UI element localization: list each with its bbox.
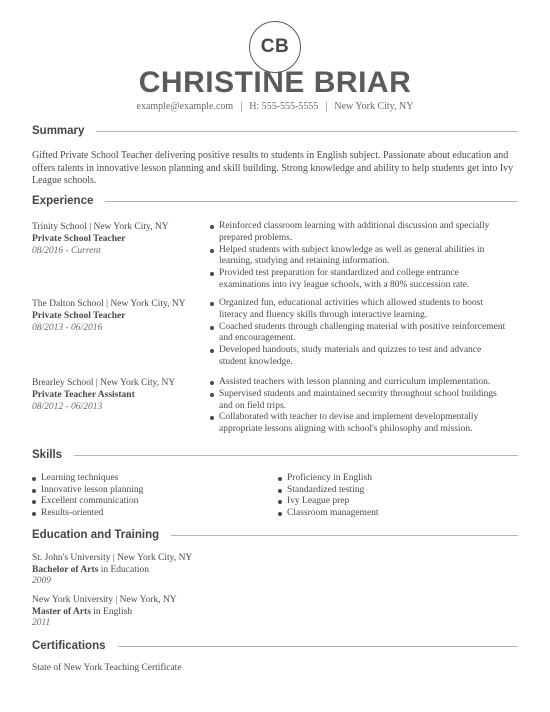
job-employer: Trinity School | New York City, NY xyxy=(32,222,169,232)
section-divider xyxy=(118,646,519,647)
contact-location: New York City, NY xyxy=(334,101,414,112)
contact-separator: | xyxy=(240,101,243,112)
list-item: Proficiency in English xyxy=(278,473,508,485)
contact-email: example@example.com xyxy=(136,101,234,112)
job-entry xyxy=(32,377,202,413)
degree-name: Master of Arts xyxy=(32,606,91,617)
list-item: Coached students through challenging material with positive reinforcement and encouragement. xyxy=(210,322,510,346)
degree-line xyxy=(32,565,332,577)
job-dates: 08/2016 - Current xyxy=(32,246,101,256)
certification-item: State of New York Teaching Certificate xyxy=(32,663,182,673)
job-employer: Brearley School | New York City, NY xyxy=(32,378,176,388)
degree-field: in English xyxy=(90,606,133,617)
monogram-badge: CB xyxy=(249,21,301,73)
list-item: Classroom management xyxy=(278,508,508,520)
section-title: Certifications xyxy=(32,640,106,652)
contact-line xyxy=(0,101,550,112)
experience-section-header xyxy=(32,195,518,207)
education-section-header xyxy=(32,529,518,541)
list-item: Ivy League prep xyxy=(278,496,508,508)
degree-line xyxy=(32,607,332,619)
job-title: Private School Teacher xyxy=(32,311,126,321)
skills-list-right xyxy=(278,473,508,519)
list-item: Supervised students and maintained security throughout school buildings and on field trips. xyxy=(210,389,510,413)
summary-section-header xyxy=(32,125,518,137)
job-entry xyxy=(32,221,202,257)
list-item: Collaborated with teacher to devise and implement developmentally appropriate lessons aligning with school's philosophy and mission. xyxy=(210,412,510,436)
job-bullets xyxy=(210,377,510,436)
skills-section-header xyxy=(32,449,518,461)
section-title: Experience xyxy=(32,195,94,207)
list-item: Standardized testing xyxy=(278,485,508,497)
job-title: Private Teacher Assistant xyxy=(32,390,135,400)
certifications-section-header xyxy=(32,640,518,652)
skills-list-left xyxy=(32,473,262,519)
section-title: Summary xyxy=(32,125,85,137)
education-entry xyxy=(32,553,332,588)
contact-phone: H: 555-555-5555 xyxy=(249,101,319,112)
degree-name: Bachelor of Arts xyxy=(32,564,99,575)
list-item: Organized fun, educational activities which allowed students to boost literacy and fluency skills through interactive learning. xyxy=(210,298,510,322)
section-divider xyxy=(96,131,518,132)
section-divider xyxy=(74,455,518,456)
list-item: Innovative lesson planning xyxy=(32,485,262,497)
section-divider xyxy=(105,201,518,202)
list-item: Results-oriented xyxy=(32,508,262,520)
section-title: Education and Training xyxy=(32,529,160,541)
list-item: Learning techniques xyxy=(32,473,262,485)
graduation-year: 2009 xyxy=(32,576,51,586)
section-title: Skills xyxy=(32,449,63,461)
education-entry xyxy=(32,595,332,630)
candidate-name: CHRISTINE BRIAR xyxy=(138,66,412,99)
list-item: Reinforced classroom learning with additional discussion and specially prepared problems. xyxy=(210,221,510,245)
job-title: Private School Teacher xyxy=(32,234,126,244)
school-name: St. John's University | New York City, NY xyxy=(32,553,193,563)
degree-field: in Education xyxy=(98,564,149,575)
school-name: New York University | New York, NY xyxy=(32,595,177,605)
list-item: Helped students with subject knowledge as well as general abilities in learning, studying and retaining information. xyxy=(210,245,510,269)
contact-separator: | xyxy=(325,101,328,112)
list-item: Excellent communication xyxy=(32,496,262,508)
graduation-year: 2011 xyxy=(32,618,51,628)
section-divider xyxy=(171,535,518,536)
list-item: Assisted teachers with lesson planning and curriculum implementation. xyxy=(210,377,510,389)
list-item: Provided test preparation for standardized and college entrance examinations into ivy league schools, with a 80% succession rate. xyxy=(210,268,510,292)
summary-text: Gifted Private School Teacher delivering positive results to students in English subject. Passionate about education and offers talents in innovative lesson planning and skill building. Strong knowledge and ability to help students get into Ivy League schools. xyxy=(32,150,514,186)
job-bullets xyxy=(210,221,510,292)
job-employer: The Dalton School | New York City, NY xyxy=(32,299,186,309)
job-entry xyxy=(32,298,202,334)
job-bullets xyxy=(210,298,510,369)
job-dates: 08/2013 - 06/2016 xyxy=(32,323,103,333)
list-item: Developed handouts, study materials and quizzes to test and advance student knowledge. xyxy=(210,345,510,369)
job-dates: 08/2012 - 06/2013 xyxy=(32,402,103,412)
